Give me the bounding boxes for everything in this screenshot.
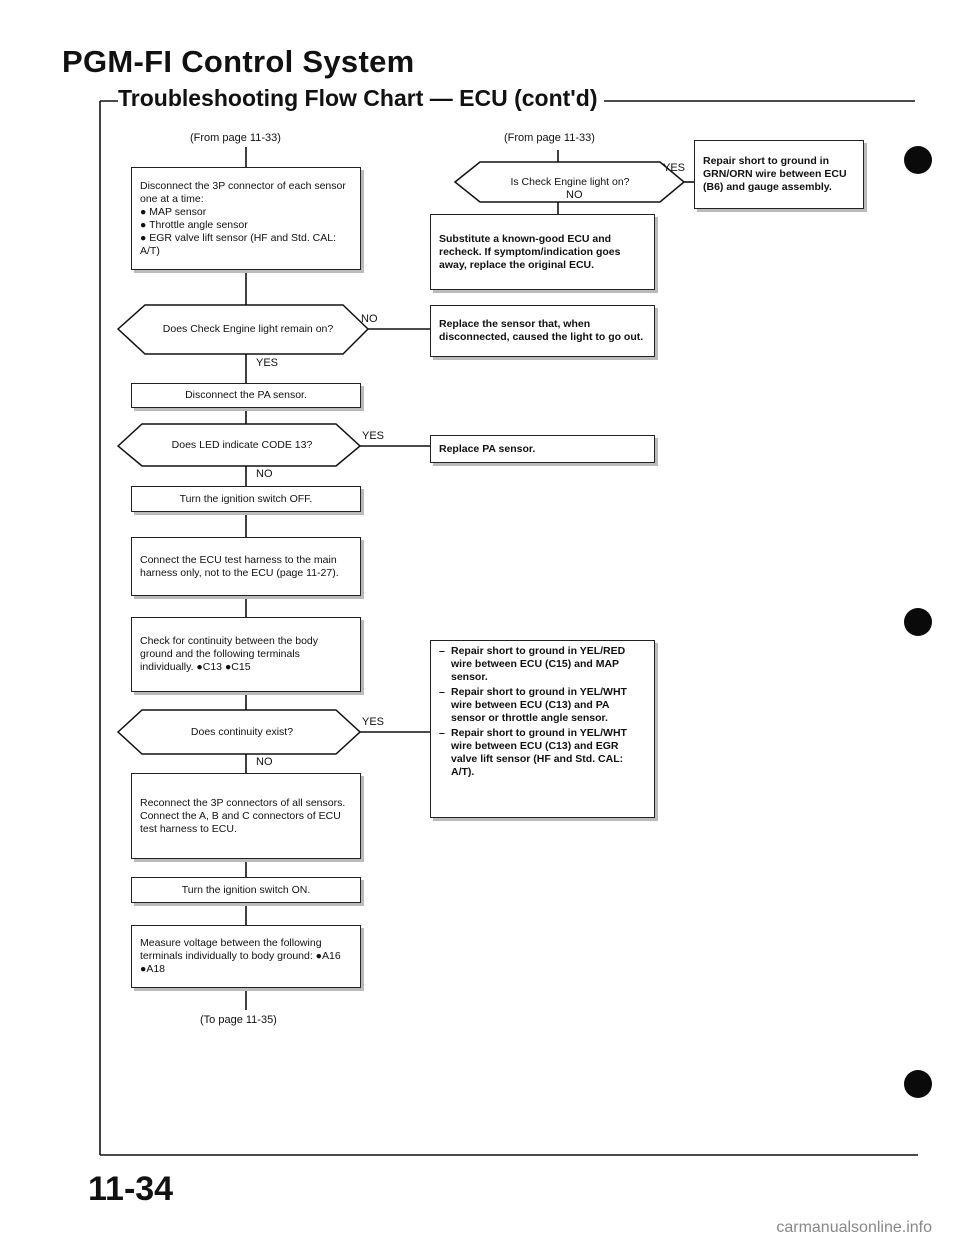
replace-pa-box: Replace PA sensor.	[430, 435, 655, 463]
decision-no-label: NO	[256, 756, 273, 768]
repair-step: – Repair short to ground in YEL/RED wire between ECU (C15) and MAP sensor.	[439, 645, 646, 684]
decision-yes-label: YES	[663, 162, 686, 174]
decision-code13: Does LED indicate CODE 13?	[171, 438, 313, 451]
disconnect-3p-item: ● Throttle angle sensor	[140, 218, 248, 231]
repair-step: – Repair short to ground in YEL/WHT wire between ECU (C13) and PA sensor or throttle angle sensor.	[439, 686, 646, 725]
ignition-off-box: Turn the ignition switch OFF.	[131, 486, 361, 512]
to-page-ref: (To page 11-35)	[200, 1014, 277, 1026]
page-number: 11-34	[88, 1170, 174, 1208]
from-page-ref-right: (From page 11-33)	[504, 132, 595, 144]
disconnect-3p-item: ● MAP sensor	[140, 205, 207, 218]
repair-short-list	[439, 645, 646, 781]
section-subtitle: Troubleshooting Flow Chart — ECU (cont'd)	[118, 85, 604, 112]
substitute-ecu-box: Substitute a known-good ECU and recheck. If symptom/indication goes away, replace the original ECU.	[430, 214, 655, 290]
reconnect-box: Reconnect the 3P connectors of all sensors. Connect the A, B and C connectors of ECU test harness to ECU.	[131, 773, 361, 859]
binder-hole	[904, 608, 932, 636]
connect-harness-box: Connect the ECU test harness to the main harness only, not to the ECU (page 11-27).	[131, 537, 361, 596]
decision-cel-remain: Does Check Engine light remain on?	[162, 322, 334, 335]
decision-continuity: Does continuity exist?	[190, 725, 294, 738]
decision-yes-label: YES	[256, 357, 279, 369]
binder-hole	[904, 1070, 932, 1098]
decision-no-label: NO	[566, 189, 583, 201]
disconnect-3p-box	[131, 167, 361, 270]
measure-voltage-box: Measure voltage between the following terminals individually to body ground: ●A16 ●A18	[131, 925, 361, 988]
disconnect-3p-item: ● EGR valve lift sensor (HF and Std. CAL: A/T)	[140, 231, 336, 257]
page-title: PGM-FI Control System	[62, 44, 415, 79]
from-page-ref-left: (From page 11-33)	[190, 132, 281, 144]
decision-yes-label: YES	[362, 716, 385, 728]
decision-cel-on: Is Check Engine light on?	[510, 175, 630, 188]
check-continuity-box: Check for continuity between the body ground and the following terminals individually. ●C13 ●C15	[131, 617, 361, 692]
ignition-on-box: Turn the ignition switch ON.	[131, 877, 361, 903]
repair-step: – Repair short to ground in YEL/WHT wire between ECU (C13) and EGR valve lift sensor (HF and Std. CAL: A/T).	[439, 727, 646, 779]
disconnect-pa-box: Disconnect the PA sensor.	[131, 383, 361, 408]
repair-short-list-box	[430, 640, 655, 818]
decision-no-label: NO	[361, 313, 378, 325]
decision-no-label: NO	[256, 468, 273, 480]
binder-hole	[904, 146, 932, 174]
disconnect-3p-intro: Disconnect the 3P connector of each sensor one at a time:	[140, 179, 346, 205]
replace-sensor-box: Replace the sensor that, when disconnected, caused the light to go out.	[430, 305, 655, 357]
repair-grn-orn-box: Repair short to ground in GRN/ORN wire between ECU (B6) and gauge assembly.	[694, 140, 864, 209]
decision-yes-label: YES	[362, 430, 385, 442]
watermark: carmanualsonline.info	[776, 1219, 932, 1236]
